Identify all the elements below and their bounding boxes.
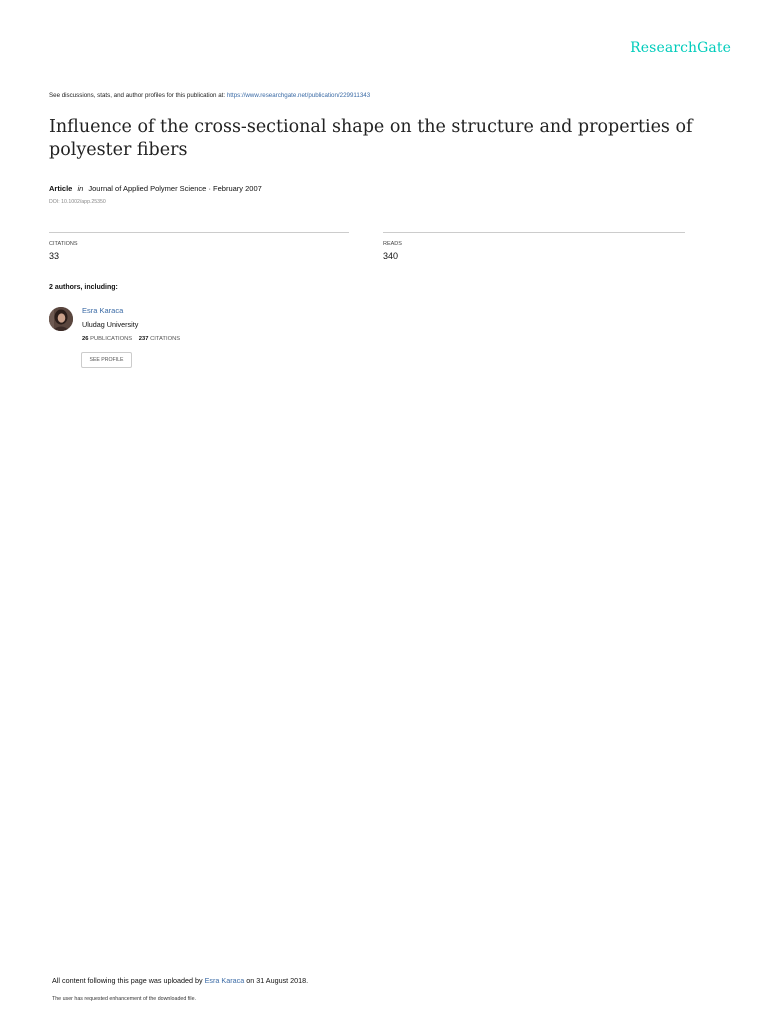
enhancement-note: The user has requested enhancement of the downloaded file. — [52, 996, 196, 1002]
article-title: Influence of the cross-sectional shape on the structure and properties of polyester fibers — [49, 117, 693, 160]
publication-link[interactable]: https://www.researchgate.net/publication/229911343 — [226, 92, 371, 99]
uploader-link[interactable]: Esra Karaca — [204, 976, 245, 985]
author-affiliation: Uludag University — [82, 320, 139, 329]
author-avatar[interactable] — [49, 307, 73, 331]
publications-label: PUBLICATIONS — [90, 336, 133, 342]
article-meta — [49, 184, 262, 193]
avatar-photo-icon — [49, 307, 73, 331]
upload-note — [52, 976, 308, 985]
article-type: Article — [49, 184, 73, 193]
upload-suffix: on 31 August 2018. — [246, 976, 309, 985]
divider-right — [383, 232, 685, 233]
journal-link[interactable]: Journal of Applied Polymer Science · February 2007 — [88, 184, 262, 193]
discussion-prefix: See discussions, stats, and author profiles for this publication at: — [49, 92, 226, 99]
authors-heading: 2 authors, including: — [49, 284, 118, 291]
article-in: in — [77, 184, 84, 193]
discussion-line — [49, 92, 370, 99]
divider-left — [49, 232, 349, 233]
author-citations-count: 237 — [138, 336, 149, 342]
see-profile-button[interactable]: SEE PROFILE — [81, 352, 132, 368]
citations-label: CITATIONS — [49, 241, 78, 247]
author-stats — [82, 336, 185, 342]
author-name[interactable]: Esra Karaca — [82, 306, 124, 315]
citations-value: 33 — [49, 251, 60, 261]
author-citations-label: CITATIONS — [150, 336, 181, 342]
researchgate-logo[interactable]: ResearchGate — [630, 40, 731, 56]
reads-label: READS — [383, 241, 402, 247]
article-doi: DOI: 10.1002/app.25350 — [49, 199, 106, 205]
upload-prefix: All content following this page was uploaded by — [52, 976, 203, 985]
publications-count: 26 — [82, 336, 89, 342]
reads-value: 340 — [383, 251, 399, 261]
